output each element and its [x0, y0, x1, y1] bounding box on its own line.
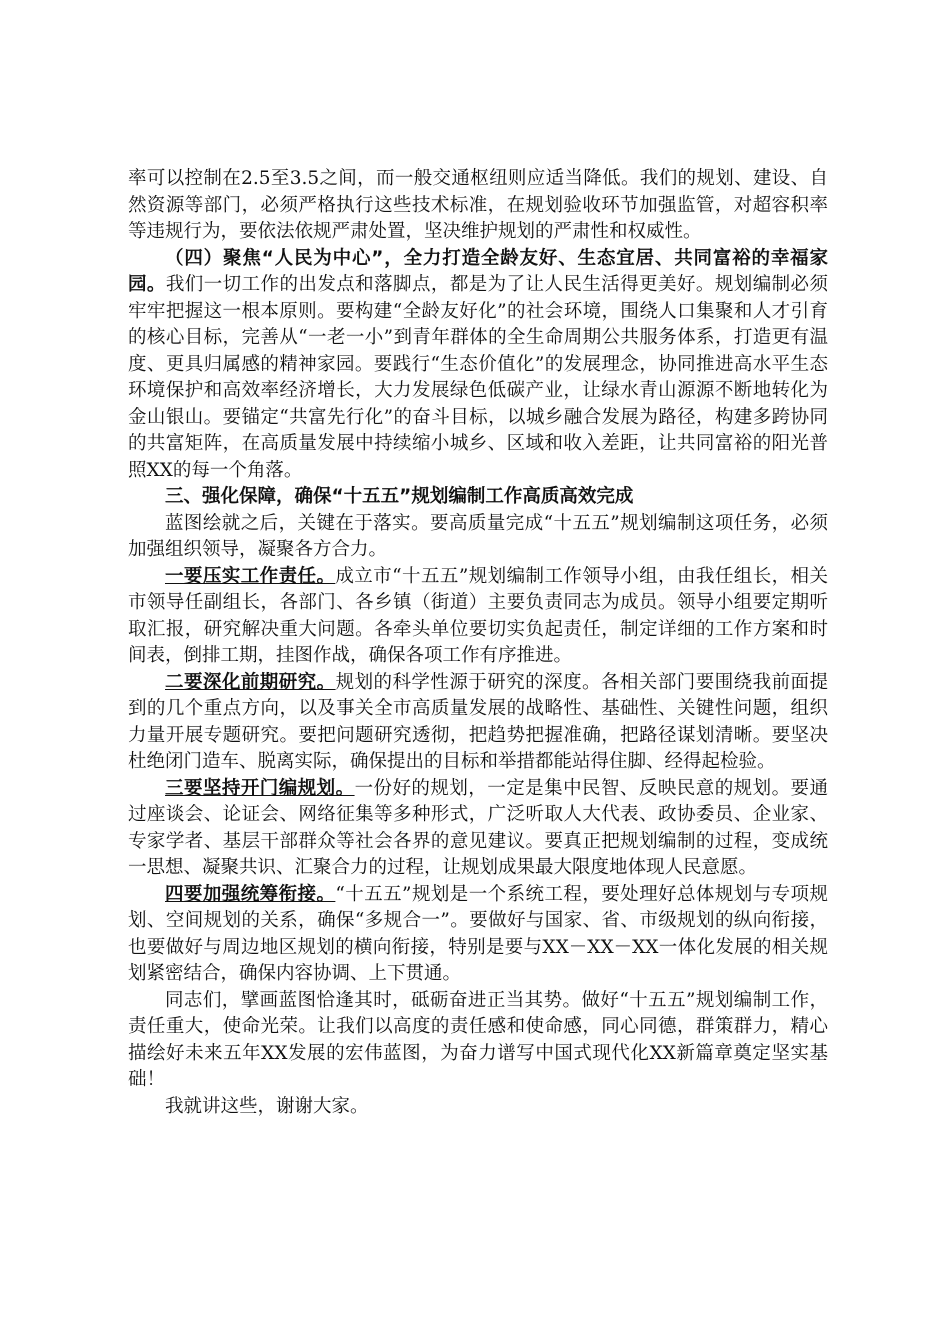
paragraph-lead-heading: 二要深化前期研究。 [165, 671, 336, 693]
paragraph-body-text: 我们一切工作的出发点和落脚点，都是为了让人民生活得更美好。规划编制必须牢牢把握这一根本原则。要构建“全龄友好化”的社会环境，围绕人口集聚和人才引育的核心目标，完善从“一老一小”到青年群体的全生命周期公共服务体系，打造更有温度、更具归属感的精神家园。要践行“生态价值化”的发展理念，协同推进高水平生态环境保护和高效率经济增长，大力发展绿色低碳产业，让绿水青山源源不断地转化为金山银山。要锚定“共富先行化”的奋斗目标，以城乡融合发展为路径，构建多跨协同的共富矩阵，在高质量发展中持续缩小城乡、区域和收入差距，让共同富裕的阳光普照XX的每一个角落。 [128, 274, 828, 481]
section-heading-three: 三、强化保障，确保“十五五”规划编制工作高质高效完成 [165, 486, 634, 507]
paragraph-closing: 同志们，擘画蓝图恰逢其时，砥砺奋进正当其势。做好“十五五”规划编制工作，责任重大，使命光荣。让我们以高度的责任感和使命感，同心同德，群策群力，精心描绘好未来五年XX发展的宏伟蓝图，为奋力谱写中国式现代化XX新篇章奠定坚实基础！ [128, 989, 828, 1090]
paragraph-body-text: 一份好的规划，一定是集中民智、反映民意的规划。要通过座谈会、论证会、网络征集等多种形式，广泛听取人大代表、政协委员、企业家、专家学者、基层干部群众等社会各界的意见建议。要真正把规划编制的过程，变成统一思想、凝聚共识、汇聚合力的过程，让规划成果最大限度地体现人民意愿。 [128, 777, 828, 878]
document-body [128, 166, 828, 1120]
paragraph-research [128, 670, 828, 776]
paragraph-intro: 蓝图绘就之后，关键在于落实。要高质量完成“十五五”规划编制这项任务，必须加强组织领导，凝聚各方合力。 [128, 512, 828, 560]
paragraph-lead-heading: （四）聚焦“人民为中心”，全力打造全龄友好、生态宜居、共同富裕的幸福家园。 [128, 247, 828, 295]
paragraph-coordination [128, 882, 828, 988]
paragraph-lead-heading: 一要压实工作责任。 [165, 565, 336, 587]
paragraph-lead-heading: 四要加强统筹衔接。 [165, 883, 336, 905]
paragraph-body-text: “十五五”规划是一个系统工程，要处理好总体规划与专项规划、空间规划的关系，确保“多规合一”。要做好与国家、省、市级规划的纵向衔接，也要做好与周边地区规划的横向衔接，特别是要与XX－XX－XX一体化发展的相关规划紧密结合，确保内容协调、上下贯通。 [128, 883, 828, 984]
paragraph-end: 我就讲这些，谢谢大家。 [165, 1095, 369, 1117]
paragraph-lead-heading: 三要坚持开门编规划。 [165, 777, 355, 799]
paragraph-open-planning [128, 776, 828, 882]
paragraph-responsibility [128, 564, 828, 670]
paragraph-body-text: 规划的科学性源于研究的深度。各相关部门要围绕我前面提到的几个重点方向，以及事关全市高质量发展的战略性、基础性、关键性问题，组织力量开展专题研究。要把问题研究透彻，把趋势把握准确，把路径谋划清晰。要坚决杜绝闭门造车、脱离实际，确保提出的目标和举措都能站得住脚、经得起检验。 [128, 671, 828, 772]
paragraph-body-text: 成立市“十五五”规划编制工作领导小组，由我任组长，相关市领导任副组长，各部门、各乡镇（街道）主要负责同志为成员。领导小组要定期听取汇报，研究解决重大问题。各牵头单位要切实负起责任，制定详细的工作方案和时间表，倒排工期，挂图作战，确保各项工作有序推进。 [128, 565, 828, 666]
paragraph-focus-people [128, 246, 828, 485]
paragraph-continuation: 率可以控制在2.5至3.5之间，而一般交通枢纽则应适当降低。我们的规划、建设、自然资源等部门，必须严格执行这些技术标准，在规划验收环节加强监管，对超容积率等违规行为，要依法依规严肃处置，坚决维护规划的严肃性和权威性。 [128, 168, 828, 242]
